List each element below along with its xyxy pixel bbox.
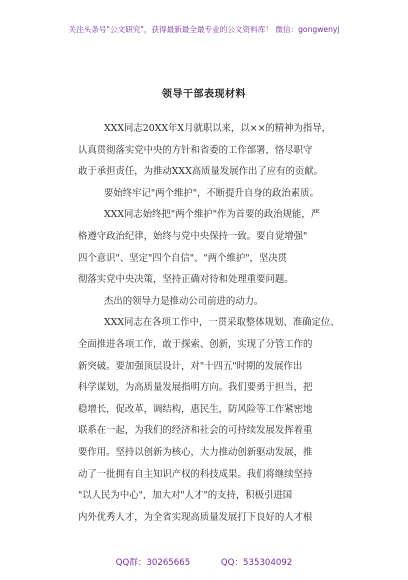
body-line: 联系在一起，为我们的经济和社会的可持续发展发挥着重: [78, 425, 313, 437]
document-body: [78, 118, 343, 528]
body-line: 要作用。坚持以创新为核心，大力推动创新驱动发展，推: [78, 446, 313, 458]
body-line: 动了一批拥有自主知识产权的科技成果。我们将继续坚持: [78, 468, 313, 480]
footer-contacts: [0, 556, 408, 568]
body-line: 内外优秀人才，为全省实现高质量发展打下良好的人才根: [78, 511, 313, 523]
document-title: 领导干部表现材料: [162, 89, 246, 100]
body-line: 格遵守政治纪律，始终与党中央保持一致。要自觉增强": [78, 230, 308, 242]
body-line: XXX同志始终把"两个维护"作为首要的政治规能，严: [104, 209, 321, 221]
header-notice: 关注头条号"公文研究"，获得最新最全最专业的公文资料库！ 微信：gongwenyj: [68, 25, 340, 34]
body-line: 彻落实党中央决策，坚持正确对待和处理重要问题。: [78, 274, 294, 286]
body-line: "以人民为中心"，加大对"人才"的支持，积极引进国: [78, 490, 293, 502]
body-line: 全面推进各项工作，敢于探索、创新，实现了分管工作的: [78, 338, 313, 350]
footer-qq-group: QQ群：30265665: [115, 558, 191, 568]
body-line: 杰出的领导力是推动公司前进的动力。: [104, 295, 264, 307]
footer-qq: QQ：535304092: [220, 558, 293, 568]
body-line: 认真贯彻落实党中央的方针和省委的工作部署，恪尽职守: [78, 144, 313, 156]
body-line: 稳增长，促改革，调结构，惠民生，防风险等工作紧密地: [78, 403, 313, 415]
body-line: 科学谋划，为高质量发展指明方向。我们要勇于担当，把: [78, 382, 313, 394]
body-line: XXX同志20XX年X月就职以来，以××的精神为指导，: [104, 123, 332, 134]
body-line: 敢于承担责任，为推动XXX高质量发展作出了应有的贡献。: [78, 166, 324, 178]
body-line: XXX同志在各项工作中，一贯采取整体规划、准确定位、: [104, 317, 340, 329]
body-line: 新突破。要加强顶层设计，对"十四五"时期的发展作出: [78, 360, 303, 372]
body-line: 要始终牢记"两个维护"，不断提升自身的政治素质。: [104, 187, 319, 199]
body-line: 四个意识"、坚定"四个自信"、"两个维护"，坚决贯: [78, 252, 288, 264]
